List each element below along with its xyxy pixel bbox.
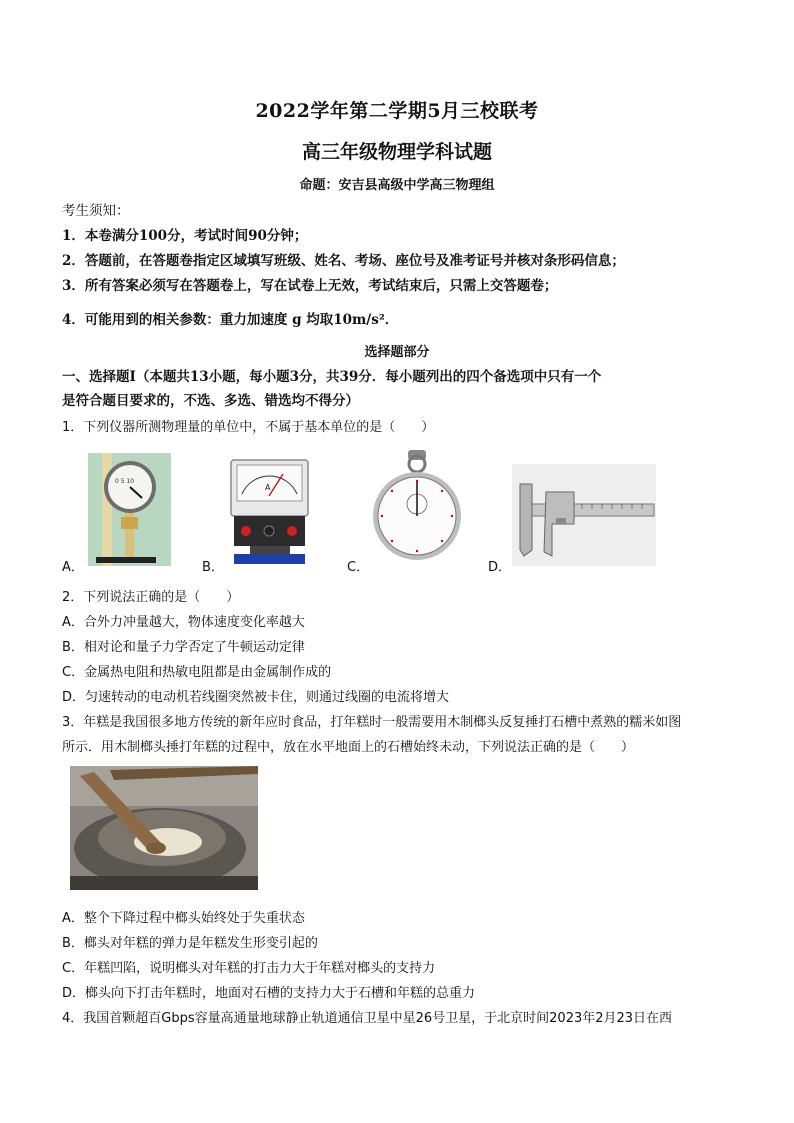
exam-author: 命题：安吉县高级中学高三物理组: [299, 178, 495, 193]
part1-heading-line1: 一、选择题Ⅰ（本题共13小题，每小题3分，共39分．每小题列出的四个备选项中只有一个: [62, 369, 602, 385]
q1-option-b: B．: [202, 560, 224, 575]
q4-stem: 4．我国首颗超百Gbps容量高通量地球静止轨道通信卫星中星26号卫星，于北京时间2023年2月23日在西: [62, 1011, 673, 1026]
q1-stem: 1．下列仪器所测物理量的单位中，不属于基本单位的是（ ）: [62, 420, 435, 435]
q3-option-a: A．整个下降过程中榔头始终处于失重状态: [62, 911, 305, 926]
q3-option-d: D．榔头向下打击年糕时，地面对石槽的支持力大于石槽和年糕的总重力: [62, 986, 476, 1001]
notice-item-1: 1．本卷满分100分，考试时间90分钟；: [62, 228, 308, 244]
exam-title: 2022学年第二学期5月三校联考: [255, 100, 539, 122]
q2-option-b: B．相对论和量子力学否定了牛顿运动定律: [62, 640, 305, 655]
q3-stem-line1: 3．年糕是我国很多地方传统的新年应时食品，打年糕时一般需要用木制榔头反复捶打石槽中煮熟的糯米如图: [62, 715, 682, 730]
q2-option-d: D．匀速转动的电动机若线圈突然被卡住，则通过线圈的电流将增大: [62, 690, 450, 705]
q1-option-c: C．: [347, 560, 370, 575]
svg-text:0 5 10: 0 5 10: [115, 478, 135, 485]
q1-option-a: A．: [62, 560, 84, 575]
q1-option-d: D．: [488, 560, 512, 575]
q3-option-b: B．榔头对年糕的弹力是年糕发生形变引起的: [62, 936, 318, 951]
part1-heading-line2: 是符合题目要求的，不选、多选、错选均不得分）: [62, 393, 359, 409]
q2-option-c: C．金属热电阻和热敏电阻都是由金属制作成的: [62, 665, 332, 680]
q3-stem-line2: 所示．用木制榔头捶打年糕的过程中，放在水平地面上的石槽始终未动，下列说法正确的是（ ）: [62, 740, 635, 755]
q3-option-c: C．年糕凹陷，说明榔头对年糕的打击力大于年糕对榔头的支持力: [62, 961, 436, 976]
notice-item-2: 2．答题前，在答题卷指定区域填写班级、姓名、考场、座位号及准考证号并核对条形码信息；: [62, 253, 625, 269]
mortar-photo: [70, 766, 258, 890]
q2-option-a: A．合外力冲量越大，物体速度变化率越大: [62, 615, 305, 630]
q2-stem: 2．下列说法正确的是（ ）: [62, 590, 240, 605]
section-title: 选择题部分: [364, 345, 430, 360]
vernier-caliper-image: [512, 464, 656, 566]
stopwatch-image: [372, 446, 462, 566]
exam-subtitle: 高三年级物理学科试题: [301, 141, 492, 163]
pressure-gauge-image: [88, 453, 171, 566]
notice-item-4: 4．可能用到的相关参数：重力加速度 g 均取10m/s²．: [62, 312, 399, 328]
ammeter-label: A: [265, 483, 271, 492]
notice-heading: 考生须知：: [62, 203, 130, 219]
ammeter-image: [228, 458, 311, 566]
notice-item-3: 3．所有答案必须写在答题卷上，写在试卷上无效，考试结束后，只需上交答题卷；: [62, 278, 558, 294]
